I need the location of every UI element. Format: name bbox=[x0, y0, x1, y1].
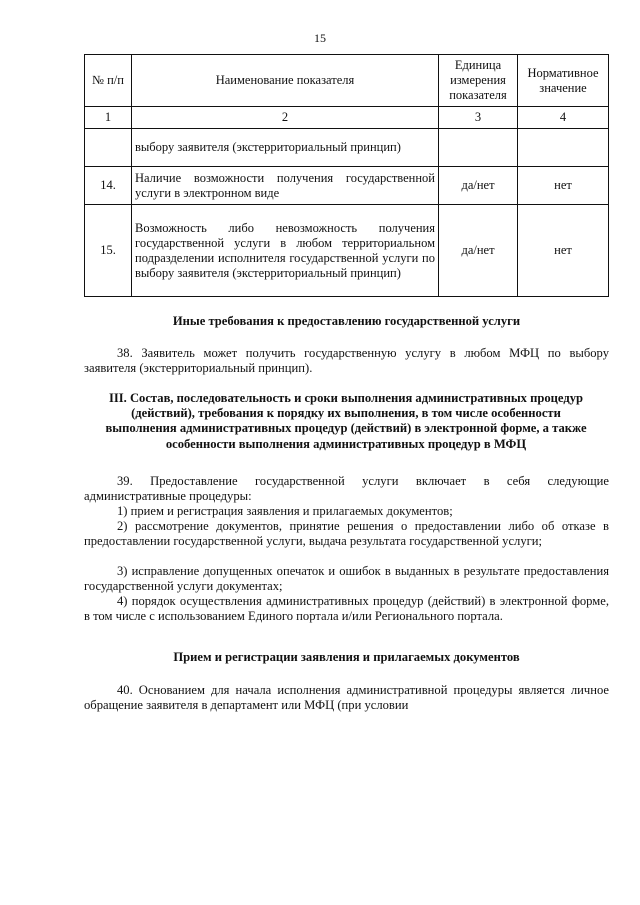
row-value: нет bbox=[518, 205, 609, 297]
row-unit bbox=[439, 129, 518, 167]
paragraph-39-item-3: 3) исправление допущенных опечаток и ошибок в выданных в результате предоставления государственной услуги документах; bbox=[84, 564, 609, 594]
col-number: 3 bbox=[439, 107, 518, 129]
heading-other-requirements: Иные требования к предоставлению государственной услуги bbox=[172, 314, 521, 328]
row-unit: да/нет bbox=[439, 205, 518, 297]
table-row bbox=[85, 205, 609, 297]
row-name: Возможность либо невозможность получения государственной услуги в любом территориальном подразделении исполнителя государственной услуги по выбору заявителя (экстерриториальный принцип) bbox=[132, 205, 439, 297]
paragraph-39: 39. Предоставление государственной услуги включает в себя следующие административные процедуры: bbox=[84, 474, 609, 504]
row-num: 15. bbox=[85, 205, 132, 297]
row-num bbox=[85, 129, 132, 167]
header-value: Нормативное значение bbox=[518, 55, 609, 107]
heading-section-iii: III. Состав, последовательность и сроки выполнения административных процедур (действий), требования к порядку их выполнения, в том числе особенности выполнения административных процедур (действий) в электронной форме, а также особенности выполнения административных процедур в МФЦ bbox=[105, 391, 587, 451]
paragraph-40: 40. Основанием для начала исполнения административной процедуры является личное обращение заявителя в департамент или МФЦ (при условии bbox=[84, 683, 609, 713]
row-name: Наличие возможности получения государственной услуги в электронном виде bbox=[132, 167, 439, 205]
row-unit: да/нет bbox=[439, 167, 518, 205]
row-num: 14. bbox=[85, 167, 132, 205]
paragraph-39-item-1: 1) прием и регистрация заявления и прилагаемых документов; bbox=[117, 504, 453, 518]
heading-reception: Прием и регистрации заявления и прилагаемых документов bbox=[173, 650, 520, 664]
col-number: 2 bbox=[132, 107, 439, 129]
paragraph-38: 38. Заявитель может получить государственную услугу в любом МФЦ по выбору заявителя (экстерриториальный принцип). bbox=[84, 346, 609, 376]
table-row bbox=[85, 129, 609, 167]
col-number: 4 bbox=[518, 107, 609, 129]
table-row bbox=[85, 167, 609, 205]
col-number: 1 bbox=[85, 107, 132, 129]
paragraph-39-item-4: 4) порядок осуществления административных процедур (действий) в электронной форме, в том числе с использованием Единого портала и/или Регионального портала. bbox=[84, 594, 609, 624]
table-header-row bbox=[85, 55, 609, 107]
row-name: выбору заявителя (экстерриториальный принцип) bbox=[132, 129, 439, 167]
header-name: Наименование показателя bbox=[132, 55, 439, 107]
header-num: № п/п bbox=[85, 55, 132, 107]
row-value: нет bbox=[518, 167, 609, 205]
row-value bbox=[518, 129, 609, 167]
header-unit: Единица измерения показателя bbox=[439, 55, 518, 107]
table-col-number-row bbox=[85, 107, 609, 129]
indicators-table bbox=[84, 54, 609, 297]
page-number: 15 bbox=[314, 31, 326, 45]
paragraph-39-item-2: 2) рассмотрение документов, принятие решения о предоставлении либо об отказе в предоставлении государственной услуги, выдача результата государственной услуги; bbox=[84, 519, 609, 549]
